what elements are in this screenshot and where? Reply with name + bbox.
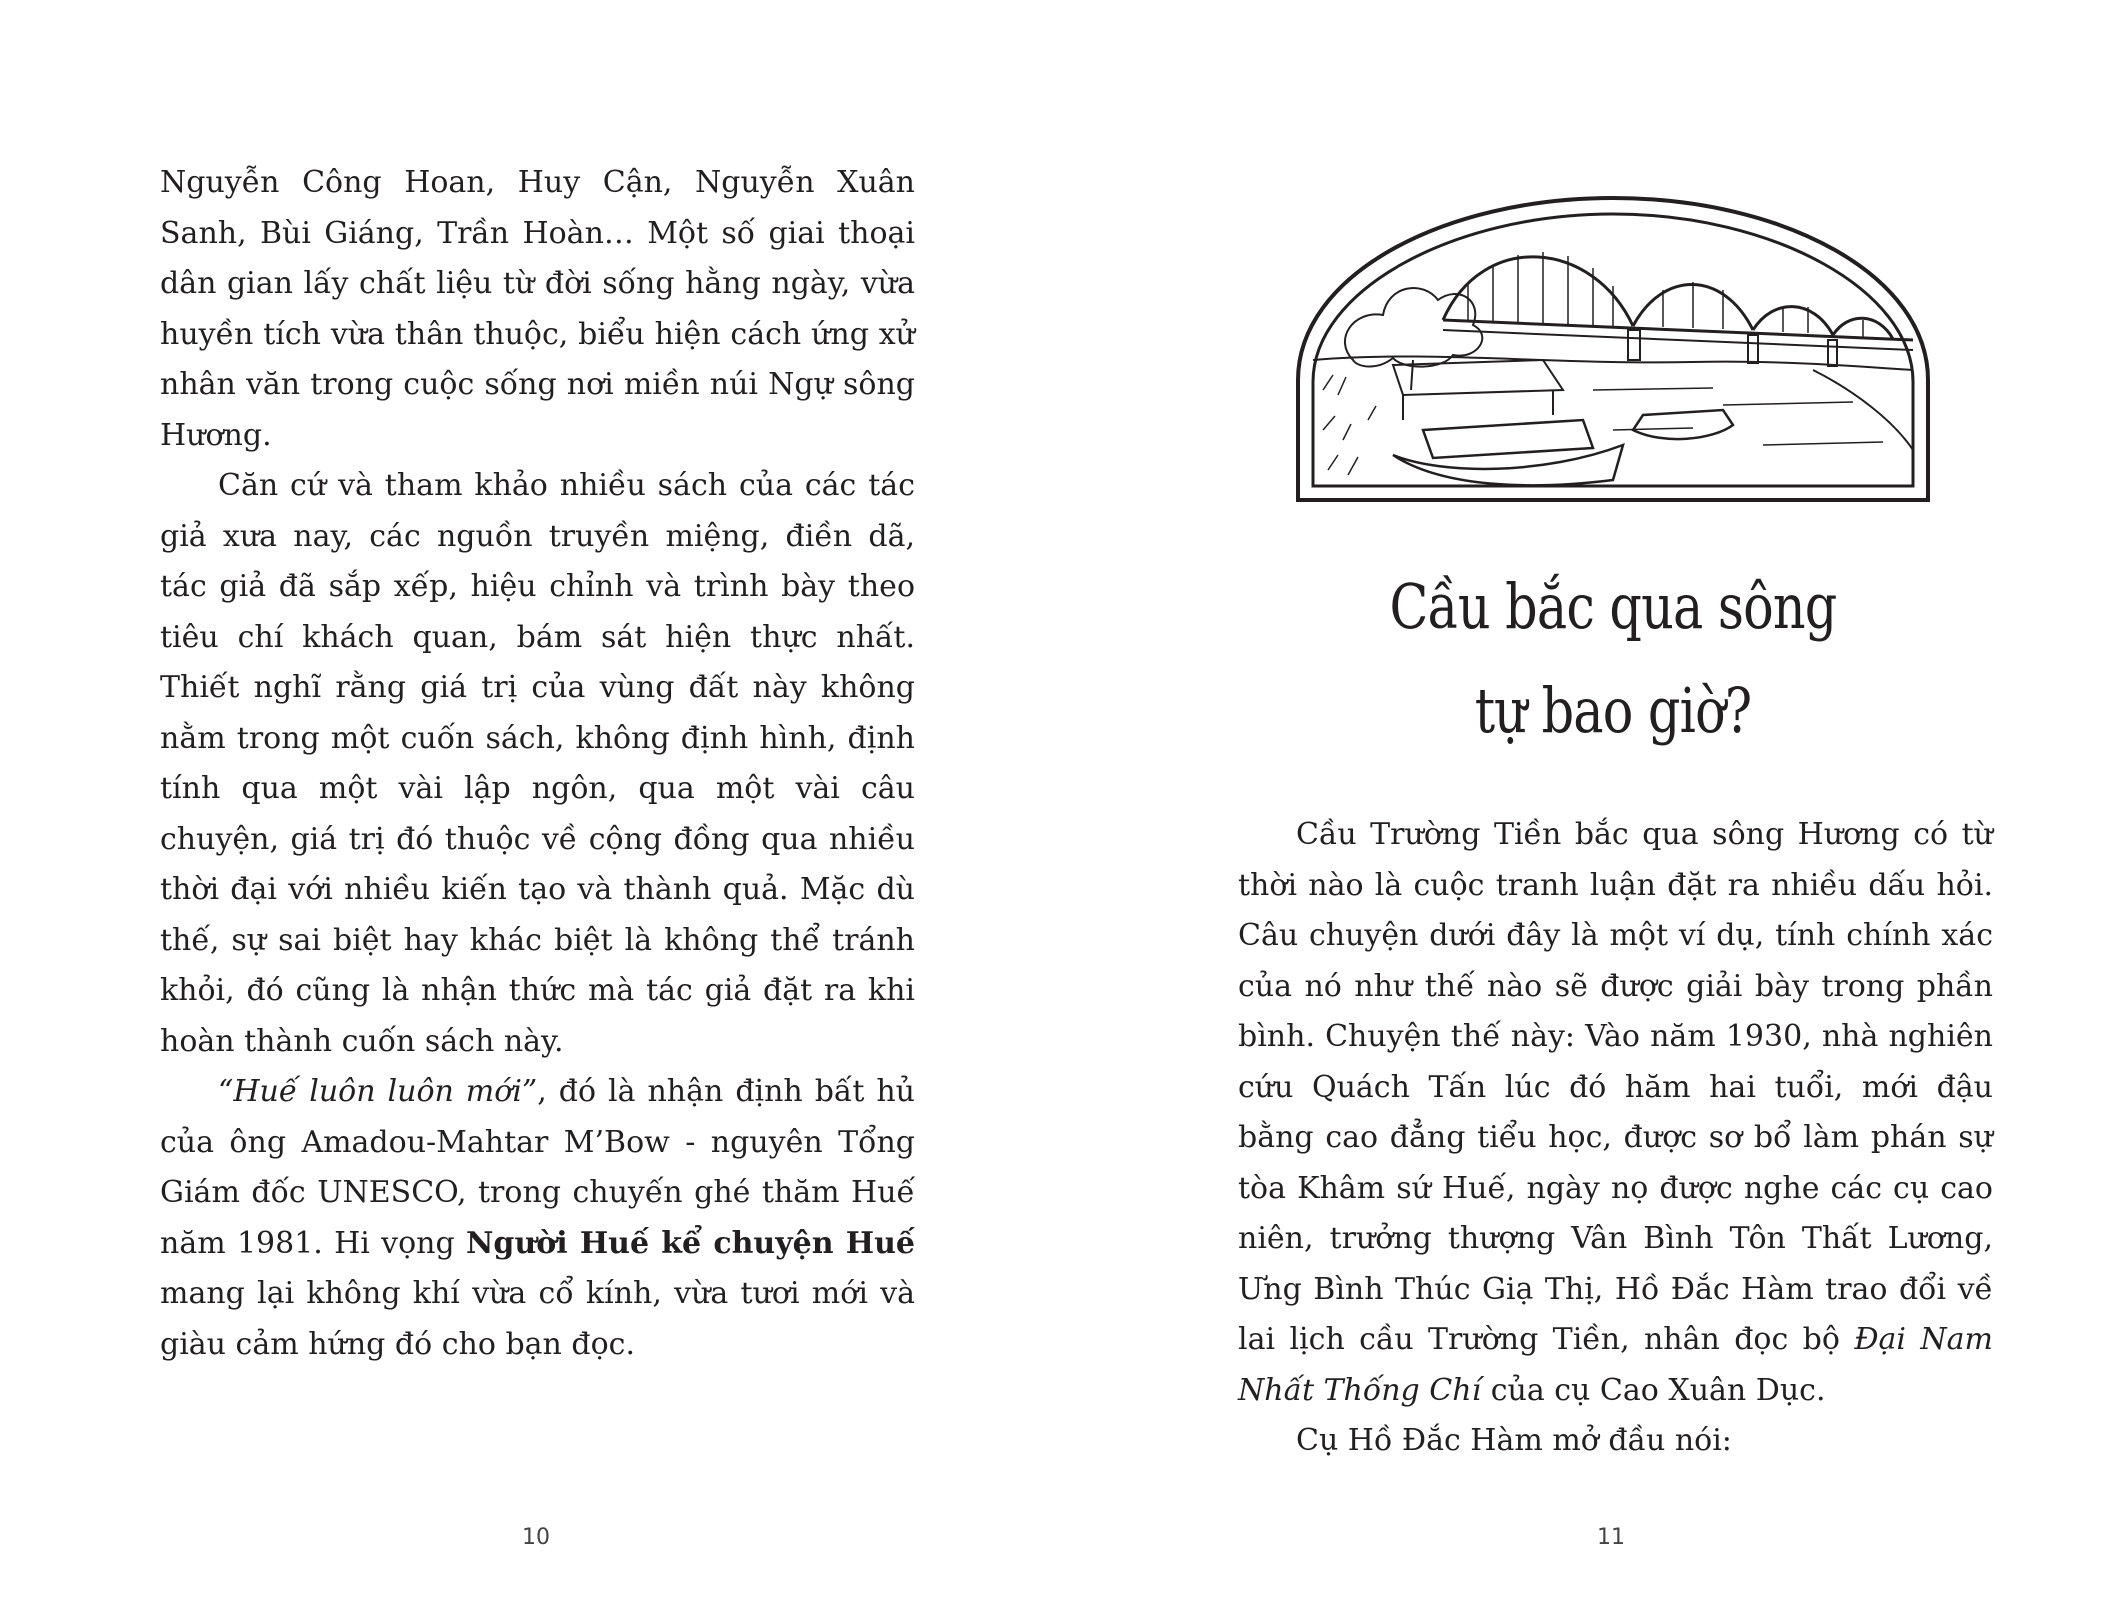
right-body-text <box>1238 810 1993 1467</box>
paragraph: Nguyễn Công Hoan, Huy Cận, Nguyễn Xuân Sanh, Bùi Giáng, Trần Hoàn… Một số giai thoại dân gian lấy chất liệu từ đời sống hằng ngày, vừa huyền tích vừa thân thuộc, biểu hiện cách ứng xử nhân văn trong cuộc sống nơi miền núi Ngự sông Hương. <box>160 165 915 453</box>
page-number: 10 <box>522 1525 550 1550</box>
chapter-title <box>1367 555 1859 763</box>
book-title: Đại Nam Nhất Thống Chí <box>1238 1322 1993 1408</box>
chapter-title-line: tự bao giờ? <box>1474 674 1752 747</box>
paragraph: Cụ Hồ Đắc Hàm mở đầu nói: <box>1296 1423 1732 1458</box>
left-body-text <box>160 158 915 1370</box>
right-page <box>1063 0 2126 1615</box>
page-number: 11 <box>1597 1525 1625 1550</box>
book-title: Người Huế kể chuyện Huế <box>466 1225 915 1261</box>
paragraph <box>160 1067 915 1370</box>
paragraph-text: , đó là nhận định bất hủ của ông Amadou-Mahtar M’Bow - nguyên Tổng Giám đốc UNESCO, trong chuyến ghé thăm Huế năm 1981. Hi vọng <box>160 1074 915 1261</box>
chapter-title-line: Cầu bắc qua sông <box>1389 570 1837 643</box>
bridge-illustration <box>1293 190 1933 510</box>
paragraph-text: của cụ Cao Xuân Dục. <box>1481 1372 1826 1408</box>
paragraph <box>1238 810 1993 1416</box>
quote-text: “Huế luôn luôn mới” <box>218 1074 538 1109</box>
paragraph-text: mang lại không khí vừa cổ kính, vừa tươi mới và giàu cảm hứng đó cho bạn đọc. <box>160 1276 915 1362</box>
paragraph: Căn cứ và tham khảo nhiều sách của các tác giả xưa nay, các nguồn truyền miệng, điền dã, tác giả đã sắp xếp, hiệu chỉnh và trình bày theo tiêu chí khách quan, bám sát hiện thực nhất. Thiết nghĩ rằng giá trị của vùng đất này không nằm trong một cuốn sách, không định hình, định tính qua một vài lập ngôn, qua một vài câu chuyện, giá trị đó thuộc về cộng đồng qua nhiều thời đại với nhiều kiến tạo và thành quả. Mặc dù thế, sự sai biệt hay khác biệt là không thể tránh khỏi, đó cũng là nhận thức mà tác giả đặt ra khi hoàn thành cuốn sách này. <box>160 468 915 1059</box>
paragraph-text: Cầu Trường Tiền bắc qua sông Hương có từ thời nào là cuộc tranh luận đặt ra nhiều dấu hỏi. Câu chuyện dưới đây là một ví dụ, tính chính xác của nó như thế nào sẽ được giải bày trong phần bình. Chuyện thế này: Vào năm 1930, nhà nghiên cứu Quách Tấn lúc đó hăm hai tuổi, mới đậu bằng cao đẳng tiểu học, được sơ bổ làm phán sự tòa Khâm sứ Huế, ngày nọ được nghe các cụ cao niên, trưởng thượng Vân Bình Tôn Thất Lương, Ưng Bình Thúc Giạ Thị, Hồ Đắc Hàm trao đổi về lai lịch cầu Trường Tiền, nhân đọc bộ <box>1238 817 1993 1357</box>
